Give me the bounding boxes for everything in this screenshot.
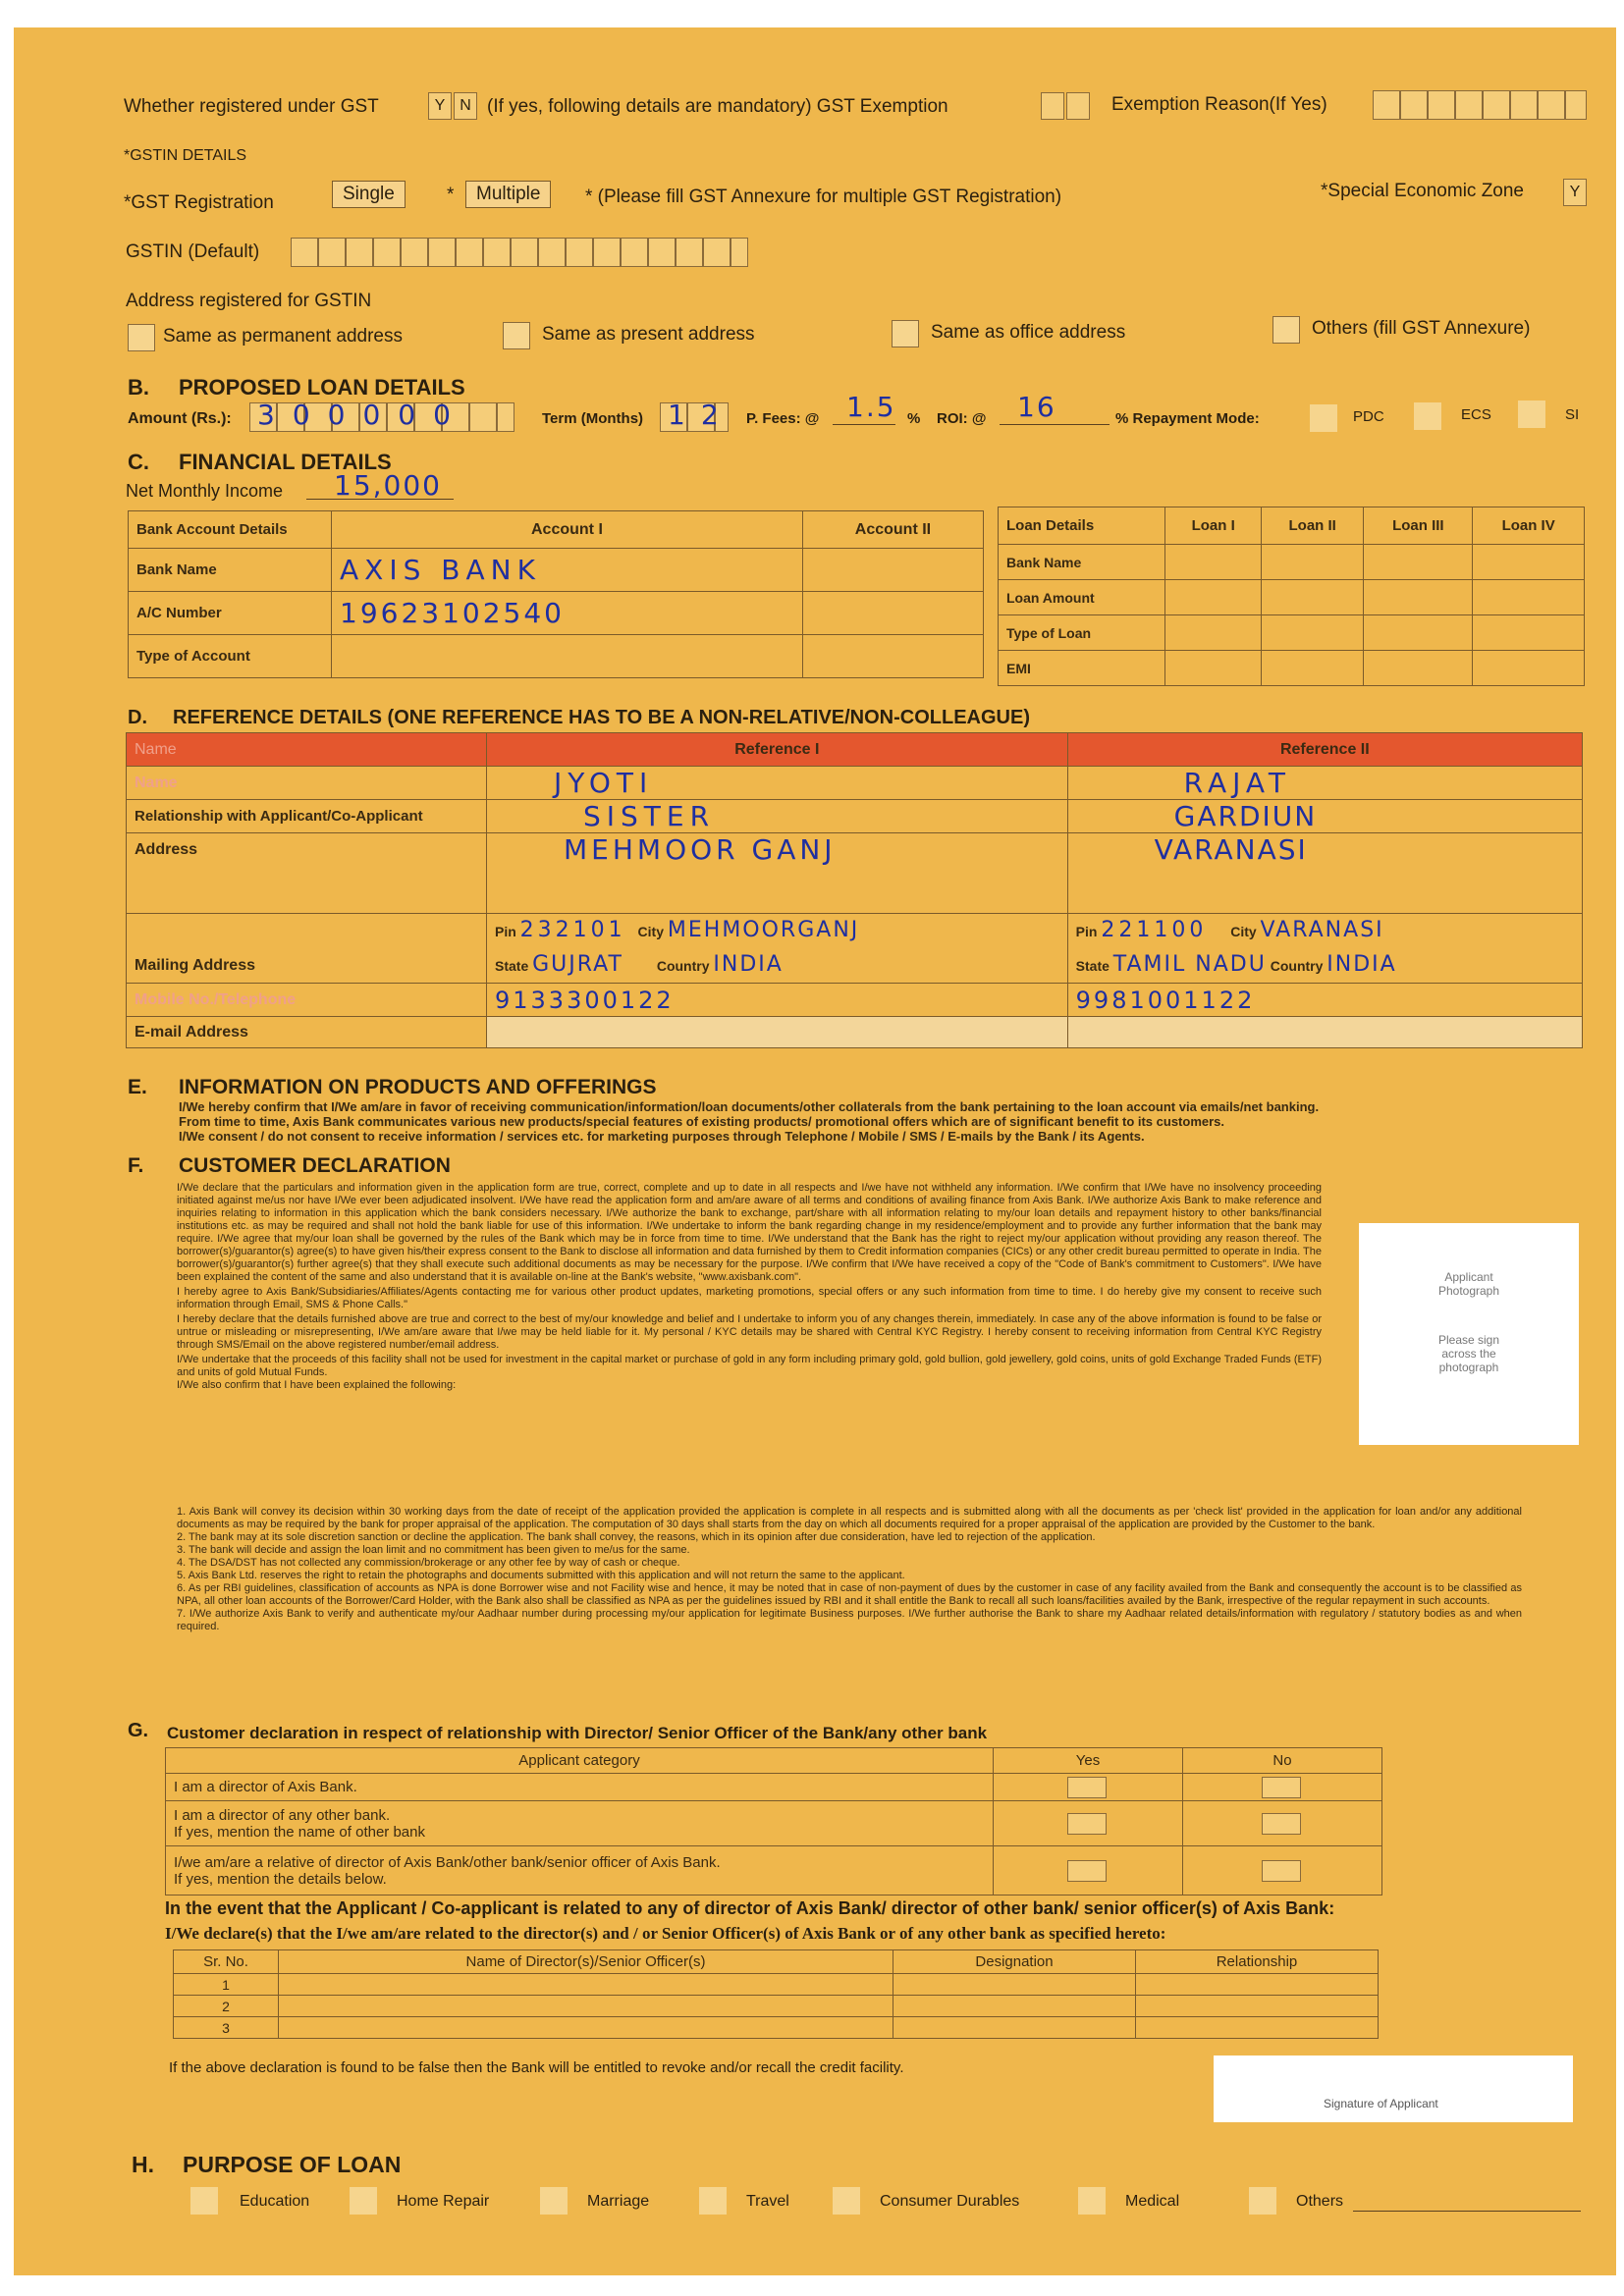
term-label: Term (Months) [542, 410, 644, 427]
marriage-checkbox[interactable] [540, 2187, 568, 2215]
si-checkbox[interactable] [1518, 400, 1545, 428]
permanent-label: Same as permanent address [163, 326, 403, 347]
ref2-name[interactable]: RAJAT [1067, 767, 1582, 800]
pfees-label: P. Fees: @ [746, 410, 820, 427]
pdc-label: PDC [1353, 408, 1384, 425]
roi-label: ROI: @ [937, 410, 987, 427]
sez-label: *Special Economic Zone [1321, 181, 1524, 201]
section-g-heading: Customer declaration in respect of relationship with Director/ Senior Officer of the Bank/any other bank [167, 1724, 988, 1742]
permanent-checkbox[interactable] [128, 324, 155, 351]
marriage-label: Marriage [587, 2193, 650, 2210]
signature-label: Signature of Applicant [1324, 2097, 1438, 2110]
section-e-heading: INFORMATION ON PRODUCTS AND OFFERINGS [179, 1076, 657, 1098]
signature-box[interactable] [1214, 2056, 1573, 2122]
office-label: Same as office address [931, 322, 1126, 343]
multiple-note: * (Please fill GST Annexure for multiple GST Registration) [585, 187, 1062, 207]
declare-text: I/We declare(s) that the I/we am/are related to the director(s) and / or Senior Officer(s) of Axis Bank or of any other bank as specified hereto: [165, 1924, 1166, 1943]
roi-value[interactable]: 16 [1017, 391, 1056, 423]
others-purpose-checkbox[interactable] [1249, 2187, 1276, 2215]
account2-bank-name[interactable] [802, 549, 983, 592]
section-h-heading: PURPOSE OF LOAN [183, 2152, 402, 2177]
relationship-table: Applicant category Yes No I am a director of Axis Bank. I am a director of any other bank. If yes, mention the name of other bank I/we am/are a relative of director of Axis Bank/other bank/senior officer of Axis Bank. If yes, mention the details below. [165, 1747, 1382, 1896]
ref1-mailing[interactable]: Pin 232101 City MEHMOORGANJ State GUJRAT Country INDIA [487, 914, 1068, 984]
gstin-default-boxes[interactable] [291, 238, 748, 267]
ecs-checkbox[interactable] [1414, 402, 1441, 430]
pfees-percent: % [907, 410, 921, 427]
office-checkbox[interactable] [892, 320, 919, 347]
section-f-heading: CUSTOMER DECLARATION [179, 1154, 451, 1177]
others-label: Others (fill GST Annexure) [1312, 318, 1531, 339]
gst-no-box[interactable]: N [454, 92, 477, 120]
gst-yn-boxes[interactable] [428, 92, 479, 120]
ref1-mobile[interactable]: 9133300122 [487, 984, 1068, 1017]
reference-table: Name Reference I Reference II Name JYOTI RAJAT Relationship with Applicant/Co-Applicant SISTER GARDIUN Address MEHMOOR GANJ VARANASI Mailing Address Pin 232101 City MEHMOORGANJ State GUJRAT Country INDIA Pin 221100 City VARANASI State TAMIL NADU Country INDIA Mobile No./Telephone 9133300122 9981001122 E-mail Address [126, 732, 1583, 1048]
director-other-yes[interactable] [994, 1801, 1183, 1846]
director-axis-yes[interactable] [994, 1774, 1183, 1801]
education-label: Education [240, 2193, 310, 2210]
consumer-durables-checkbox[interactable] [833, 2187, 860, 2215]
travel-checkbox[interactable] [699, 2187, 727, 2215]
exemption-reason-boxes[interactable] [1373, 90, 1587, 120]
account2-type[interactable] [802, 635, 983, 678]
present-checkbox[interactable] [503, 322, 530, 349]
officer-table: Sr. No. Name of Director(s)/Senior Officer(s) Designation Relationship 1 2 3 [173, 1949, 1379, 2039]
term-value: 12 [668, 399, 734, 431]
gst-registration-label: *GST Registration [124, 192, 274, 213]
event-text: In the event that the Applicant / Co-applicant is related to any of director of Axis Bank/ director of other bank/ senior officer(s) of Axis Bank: [165, 1898, 1335, 1918]
single-option[interactable]: Single [332, 181, 406, 208]
director-other-no[interactable] [1183, 1801, 1382, 1846]
consumer-durables-label: Consumer Durables [880, 2193, 1020, 2210]
declaration-list: 1. Axis Bank will convey its decision within 30 working days from the date of receipt of the application provided the application is complete in all respects and is submitted along with all the documents as per 'check list' provided in the application for loan and/or any additional documents as may be required by the bank for proper appraisal of the application. The computation of 30 days shall starts from the day on which all documents required for a proper appraisal of the application are provided by the Customer to the bank. 2. The bank may at its sole discretion sanction or decline the application. The bank shall convey, the reasons, which in its opinion after due consideration, have led to rejection of the application. 3. The bank will decide and assign the loan limit and no commitment has been given to me/us for the same. 4. The DSA/DST has not collected any commission/brokerage or any other fee by way of cash or cheque. 5. Axis Bank Ltd. reserves the right to retain the photographs and documents submitted with this application and will not return the same to the applicant. 6. As per RBI guidelines, classification of accounts as NPA is done Borrower wise and not Facility wise and hence, it may be noted that in case of non-payment of dues by the customer in case of any facility availed from the Bank and consequently the account is to be classified as NPA, all other loan accounts of the Borrower/Card Holder, with the Bank also shall be classified as NPA as per the guidelines issued by RBI and it shall entitle the Bank to recall all such loans/facilities availed by the Bank, irrespective of the regular repayment in such accounts. 7. I/We authorize Axis Bank to verify and authenticate my/our Aadhaar number during processing my/our application for legitimate Business purposes. I/We further authorise the Bank to share my Aadhaar related details/information with regulatory / statutory bodies as and when required. [177, 1506, 1522, 1632]
gst-yes-box[interactable]: Y [428, 92, 452, 120]
others-checkbox[interactable] [1272, 316, 1300, 344]
pfees-value[interactable]: 1.5 [846, 391, 896, 423]
home-repair-checkbox[interactable] [350, 2187, 377, 2215]
ref1-email[interactable] [487, 1017, 1068, 1048]
home-repair-label: Home Repair [397, 2193, 490, 2210]
gstin-address-label: Address registered for GSTIN [126, 291, 372, 311]
sez-box[interactable]: Y [1563, 179, 1589, 206]
director-axis-no[interactable] [1183, 1774, 1382, 1801]
repayment-label: % Repayment Mode: [1115, 410, 1260, 427]
bank-account-table: Bank Account Details Account I Account II Bank Name AXIS BANK A/C Number 19623102540 Type of Account [128, 510, 984, 678]
education-checkbox[interactable] [190, 2187, 218, 2215]
ref1-name[interactable]: JYOTI [487, 767, 1068, 800]
account2-number[interactable] [802, 592, 983, 635]
account1-type[interactable] [332, 635, 803, 678]
section-d-heading: REFERENCE DETAILS (ONE REFERENCE HAS TO BE A NON-RELATIVE/NON-COLLEAGUE) [173, 707, 1030, 728]
account1-bank-name[interactable]: AXIS BANK [332, 549, 803, 592]
ref1-address[interactable]: MEHMOOR GANJ [487, 833, 1068, 914]
relative-no[interactable] [1183, 1846, 1382, 1896]
photo-sign-note: Please sign across the photograph [1437, 1333, 1500, 1374]
relative-yes[interactable] [994, 1846, 1183, 1896]
gstin-default-label: GSTIN (Default) [126, 241, 260, 262]
others-purpose-line[interactable] [1353, 2211, 1581, 2212]
section-f-letter: F. [128, 1154, 144, 1177]
section-b-letter: B. [128, 375, 149, 400]
declaration-text: I/We declare that the particulars and information given in the application form are true, correct, complete and up to date in all respects and I/we have not withheld any information. I/We confirm that I/We have no insolvency proceeding initiated against me/us nor have I/We ever been adjudicated insolvent. I/We have read the application form and am/are aware of all terms and conditions of availing finance from Axis Bank. I/We authorize Axis Bank to make reference and inquiries relating to information in this application which the bank considers necessary. I/We authorize the bank to exchange, part/share with all information relating to my/our loan details and repayment history to other banks/financial institutions etc. as may be required and shall not hold the bank liable for use of this information. I/We undertake to inform the bank regarding change in my residence/employment and to provide any further information that the bank may require. I/We agree that my/our loan shall be governed by the rules of the Bank which may be in force from time to time. I/We understand that the Bank has the right to reject my/our application without providing any reason thereof. The borrower(s)/guarantor(s) agree(s) to have given his/their express consent to the Bank to disclose all information and data furnished by them to Credit information companies (CICs) or any other credit bureau permitted to operate in India. The borrower(s)/guarantor(s) further agree(s) that they shall execute such additional documents as may be necessary for the purpose. I/We confirm that I/We have received a copy of the "Code of Bank's commitment to Customers". I/We have been explained the content of the same and also understand that it is available on-line at the Bank's website, "www.axisbank.com". I hereby agree to Axis Bank/Subsidiaries/Affiliates/Agents contacting me for various other product updates, marketing promotions, special offers or any such information from time to time. I do hereby give my consent to receive such information through Email, SMS & Phone Calls." I hereby declare that the details furnished above are true and correct to the best of my/our knowledge and belief and I undertake to inform you of any changes therein, immediately. In case any of the above information is found to be false or untrue or misleading or misrepresenting, I/We am/are aware that I/we may be held liable for it. My personal / KYC details may be shared with Central KYC Registry. I hereby consent to receiving information from Central KYC Registry through SMS/Email on the above registered number/email address. I/We undertake that the proceeds of this facility shall not be used for investment in the capital market or purchase of gold in any form including primary gold, gold bullion, gold jewellery, gold coins, units of gold Exchange Traded Funds (ETF) and units of gold Mutual Funds. I/We also confirm that I have been explained the following: [177, 1182, 1322, 1391]
exemption-reason-label: Exemption Reason(If Yes) [1111, 94, 1327, 115]
ref2-address[interactable]: VARANASI [1067, 833, 1582, 914]
present-label: Same as present address [542, 324, 755, 345]
amount-label: Amount (Rs.): [128, 410, 232, 427]
travel-label: Travel [746, 2193, 789, 2210]
medical-checkbox[interactable] [1078, 2187, 1106, 2215]
pdc-checkbox[interactable] [1310, 404, 1337, 432]
section-b-heading: PROPOSED LOAN DETAILS [179, 375, 465, 400]
section-g-letter: G. [128, 1720, 149, 1741]
amount-value: 300000 [257, 399, 468, 431]
ref2-email[interactable] [1067, 1017, 1582, 1048]
others-purpose-label: Others [1296, 2193, 1344, 2210]
info-text: I/We hereby confirm that I/We am/are in favor of receiving communication/information/loan documents/other collaterals from the bank pertaining to the loan account via emails/net banking. From time to time, Axis Bank communicates various new products/special features of existing products/ promotional offers which are of significant benefit to its customers. I/We consent / do not consent to receive information / services etc. for marketing purposes through Telephone / Mobile / SMS / E-mails by the Bank / its Agents. [179, 1099, 1320, 1144]
loan-details-table: Loan Details Loan I Loan II Loan III Loan IV Bank Name Loan Amount Type of Loan EMI [998, 507, 1585, 686]
income-value[interactable]: 15,000 [334, 469, 442, 502]
gst-question: Whether registered under GST [124, 96, 379, 117]
ref2-relation[interactable]: GARDIUN [1067, 800, 1582, 833]
section-c-letter: C. [128, 450, 149, 474]
false-declaration-note: If the above declaration is found to be false then the Bank will be entitled to revoke and/or recall the credit facility. [169, 2059, 904, 2076]
ref1-relation[interactable]: SISTER [487, 800, 1068, 833]
ref2-mailing[interactable]: Pin 221100 City VARANASI State TAMIL NADU Country INDIA [1067, 914, 1582, 984]
ref2-mobile[interactable]: 9981001122 [1067, 984, 1582, 1017]
multiple-option[interactable]: Multiple [465, 181, 551, 208]
si-label: SI [1565, 406, 1580, 423]
section-h-letter: H. [132, 2152, 154, 2177]
applicant-photograph-box[interactable] [1359, 1223, 1579, 1445]
section-c-heading: FINANCIAL DETAILS [179, 450, 392, 474]
section-d-letter: D. [128, 707, 147, 728]
income-label: Net Monthly Income [126, 481, 284, 501]
gst-note: (If yes, following details are mandatory) GST Exemption [487, 96, 948, 117]
gst-exemption-boxes[interactable] [1041, 92, 1092, 120]
medical-label: Medical [1125, 2193, 1180, 2210]
photo-label: Applicant Photograph [1437, 1270, 1500, 1298]
ecs-label: ECS [1461, 406, 1491, 423]
gstin-details-label: *GSTIN DETAILS [124, 147, 247, 164]
section-e-letter: E. [128, 1076, 147, 1098]
account1-number[interactable]: 19623102540 [332, 592, 803, 635]
